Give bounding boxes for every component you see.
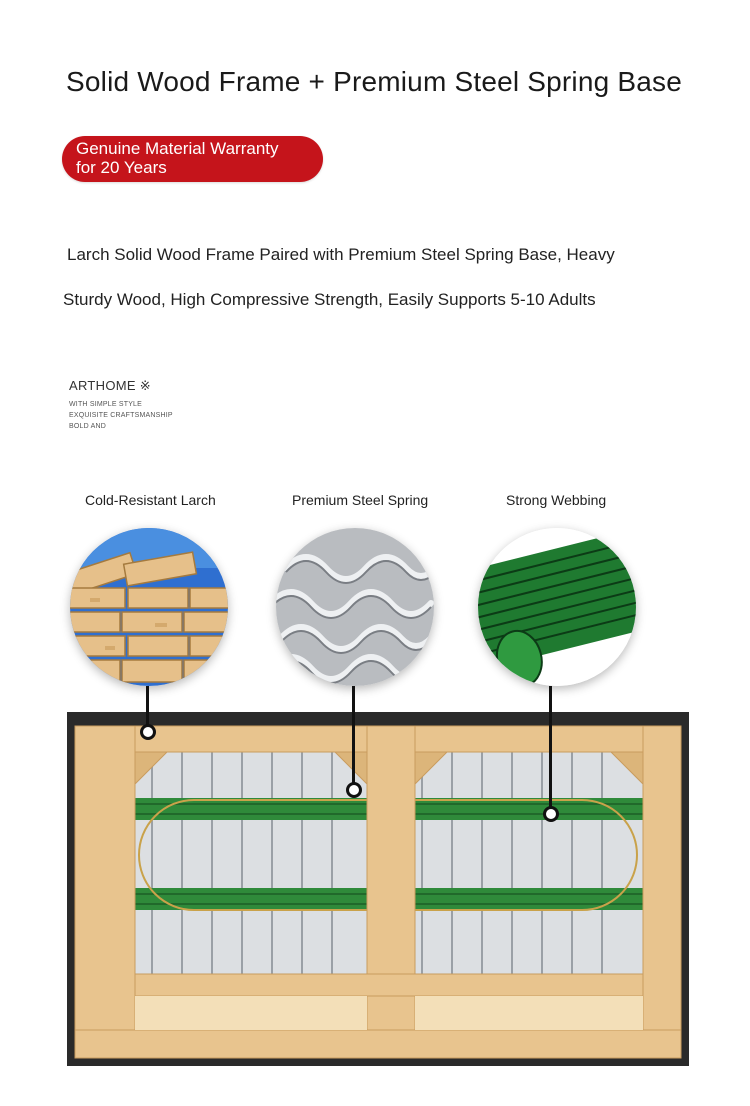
warranty-badge-line2: for 20 Years — [76, 158, 167, 177]
feature-label-spring: Premium Steel Spring — [292, 492, 429, 508]
brand-name: ARTHOME ※ — [69, 378, 151, 393]
feature-label-webbing: Strong Webbing — [506, 492, 607, 508]
connector-spring — [352, 686, 355, 784]
marker-dot-spring — [346, 782, 362, 798]
description-line1: Larch Solid Wood Frame Paired with Premium Steel Spring Base, Heavy — [67, 245, 615, 264]
marker-dot-larch — [140, 724, 156, 740]
feature-label-larch: Cold-Resistant Larch — [85, 492, 216, 508]
brand-tagline-2: EXQUISITE CRAFTSMANSHIP — [69, 412, 173, 419]
connector-webbing — [549, 686, 552, 808]
steel-spring-icon — [276, 528, 434, 686]
brand-tagline-1: WITH SIMPLE STYLE — [69, 401, 143, 408]
connector-larch — [146, 686, 149, 726]
green-webbing-icon — [478, 528, 636, 686]
sofa-frame-image — [67, 712, 689, 1066]
page-title: Solid Wood Frame + Premium Steel Spring Base — [66, 66, 682, 97]
larch-wood-icon — [70, 528, 228, 686]
description-line2: Sturdy Wood, High Compressive Strength, Easily Supports 5-10 Adults — [63, 290, 596, 309]
warranty-badge-line1: Genuine Material Warranty — [76, 139, 279, 158]
brand-tagline-3: BOLD AND — [69, 423, 106, 430]
marker-dot-webbing — [543, 806, 559, 822]
warranty-badge — [62, 136, 323, 182]
